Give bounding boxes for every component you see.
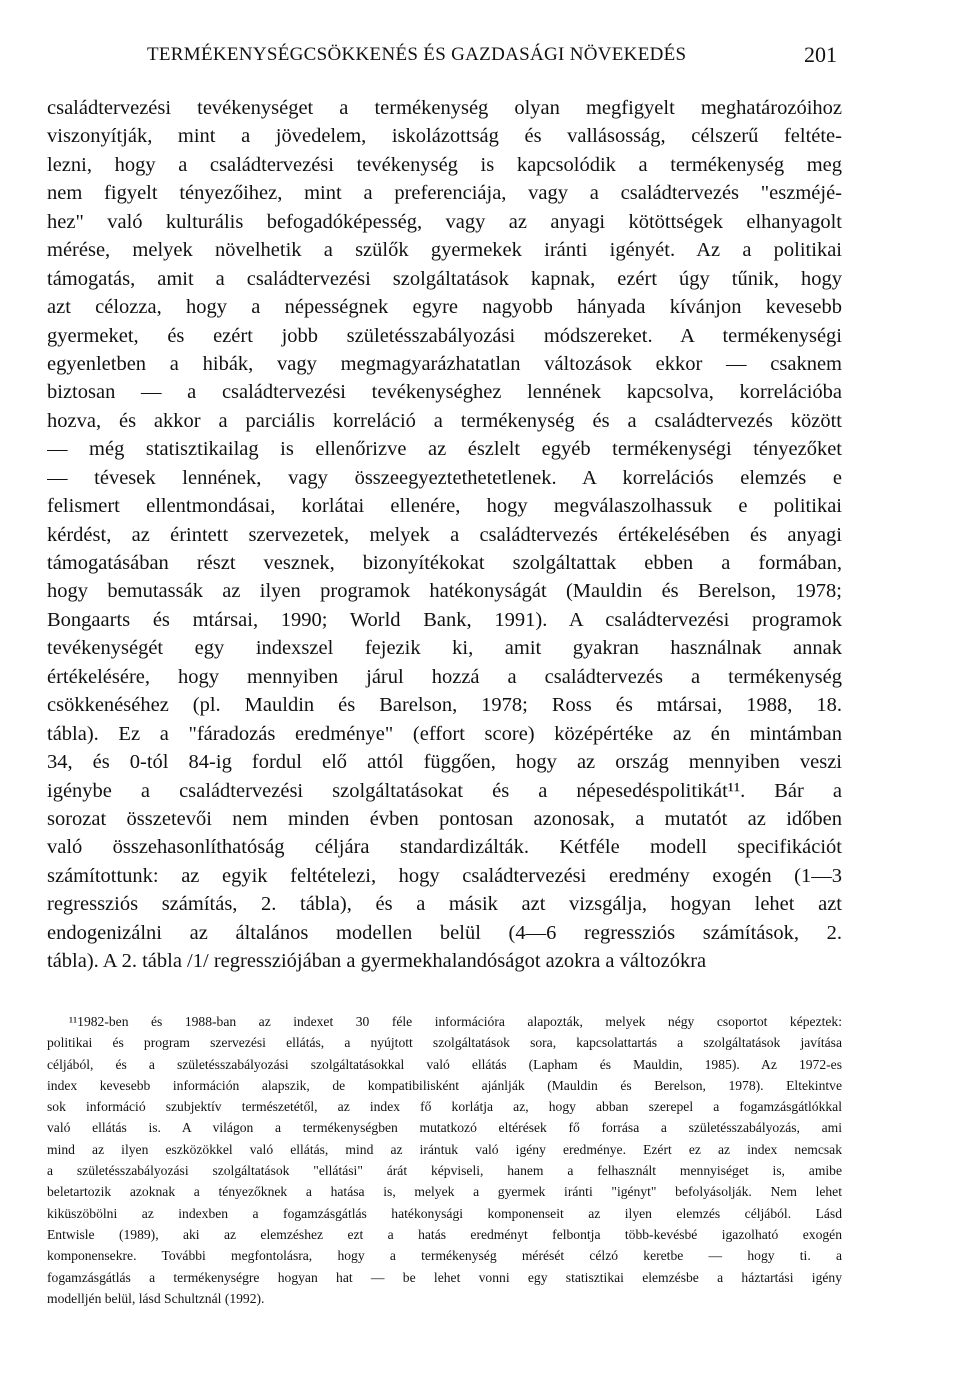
body-text-line: Bongaarts és mtársai, 1990; World Bank, 1991). A családtervezési programok — [47, 608, 842, 631]
footnote-line: mind az ilyen eszközökkel való ellátás, mind az irántuk való igény eredménye. Ezért ez az index nemcsak — [47, 1141, 842, 1157]
page-header — [147, 44, 837, 76]
body-text-line: kérdést, az érintett szervezetek, melyek a családtervezés értékelésében és anyagi — [47, 523, 842, 546]
body-text-line: nem figyelt tényezőihez, mint a preferenciája, vagy a családtervezés "eszméjé- — [47, 182, 842, 205]
footnote-line: való ellátás is. A világon a termékenységben mutatkozó eltérések fő forrása a születésszabályozás, ami — [47, 1120, 842, 1136]
body-text-line: azt célozza, hogy a népességnek egyre nagyobb hányada kívánjon kevesebb — [47, 296, 842, 319]
body-text-line: 34, és 0-tól 84-ig fordul elő attól függően, hogy az ország mennyiben veszi — [47, 751, 842, 774]
footnote-line: a születésszabályozási szolgáltatások "ellátási" árát képviseli, hanem a felhasznált mennyiséget is, amibe — [47, 1163, 842, 1179]
body-text-line: endogenizálni az általános modellen belül (4—6 regressziós számítások, 2. — [47, 921, 842, 944]
footnote-line: Entwisle (1989), aki az elemzéshez ezt a hatás eredményt felbontja több-kevésbé igazolható exogén — [47, 1226, 842, 1242]
body-text-line: hozva, és akkor a parciális korreláció a termékenység és a családtervezés között — [47, 409, 842, 432]
footnote-line: céljából, és a születésszabályozási szolgáltatásokkal való ellátás (Lapham és Mauldin, 1985). Az 1972-es — [47, 1056, 842, 1072]
page-number: 201 — [804, 42, 837, 67]
footnote-line: politikai és program szervezési ellátás, a nyújtott szolgáltatások sora, kapcsolattartás a szolgáltatások javítása — [47, 1035, 842, 1051]
body-text-line: tevékenységét egy indexszel fejezik ki, amit gyakran használnak annak — [47, 637, 842, 660]
body-text-line: hogy bemutassák az ilyen programok hatékonyságát (Mauldin és Berelson, 1978; — [47, 580, 842, 603]
body-text-line: — tévesek lennének, vagy összeegyeztethetetlenek. A korrelációs elemzés e — [47, 466, 842, 489]
footnote-line: sok információ szubjektív természetétől, az index fő korlátja az, hogy abban szerepel a fogamzásgátlókkal — [47, 1099, 842, 1115]
body-text-line: viszonyítják, mint a jövedelem, iskolázottság és vallásosság, célszerű feltéte- — [47, 125, 842, 148]
body-text-line: egyenletben a hibák, vagy megmagyarázhatatlan változások ekkor — csaknem — [47, 352, 842, 375]
body-text-line: támogatásában részt vesznek, bizonyítékokat szolgáltattak ebben a formában, — [47, 552, 842, 574]
footnote-line: kiküszöbölni az indexben a fogamzásgátlás hatékonysági komponenseit az ilyen elemzés céljából. Lásd — [47, 1205, 842, 1221]
body-text-line: regressziós számítás, 2. tábla), és a másik azt vizsgálja, hogyan lehet azt — [47, 893, 842, 916]
running-head: TERMÉKENYSÉGCSÖKKENÉS ÉS GAZDASÁGI NÖVEKEDÉS — [147, 44, 687, 65]
body-text-line: tábla). A 2. tábla /1/ regressziójában a gyermekhalandóságot azokra a változókra — [47, 950, 707, 973]
body-text-line: gyermeket, és ezért jobb születésszabályozási módszereket. A termékenységi — [47, 324, 842, 347]
body-text — [47, 94, 842, 976]
body-text-line: számítottunk: az egyik feltételezi, hogy családtervezési eredmény exogén (1—3 — [47, 864, 842, 887]
body-text-line: igénybe a családtervezési szolgáltatásokat és a népesedéspolitikát¹¹. Bár a — [47, 779, 842, 802]
body-text-line: hez" való kulturális befogadóképesség, vagy az anyagi kötöttségek elhanyagolt — [47, 210, 842, 233]
body-text-line: való összehasonlíthatóság céljára standardizálták. Kétféle modell specifikációt — [47, 836, 842, 859]
footnote-line: modelljén belül, lásd Schultznál (1992). — [47, 1290, 265, 1306]
body-text-line: — még statisztikailag is ellenőrizve az észlelt egyéb termékenységi tényezőket — [47, 438, 842, 461]
footnote-line: index kevesebb információn alapszik, de kompatibilisként ajánlják (Mauldin és Berelson, 1978). Eltekintve — [47, 1077, 842, 1093]
body-text-line: felismert ellentmondásai, korlátai ellenére, hogy megválaszolhassuk e politikai — [47, 495, 842, 518]
body-text-line: mérése, melyek növelhetik a szülők gyermekek iránti igényét. Az a politikai — [47, 239, 842, 262]
body-text-line: támogatás, amit a családtervezési szolgáltatások kapnak, ezért úgy tűnik, hogy — [47, 267, 842, 290]
footnote-line: beletartozik azoknak a tényezőknek a hatása is, melyek a gyermek iránti "igényt" befolyásolják. Nem lehet — [47, 1184, 842, 1200]
body-text-line: csökkenéséhez (pl. Mauldin és Barelson, 1978; Ross és mtársai, 1988, 18. — [47, 694, 842, 717]
footnote-line: fogamzásgátlás a termékenységre hogyan hat — be lehet vonni egy statisztikai elemzésbe a háztartási igény — [47, 1269, 842, 1285]
body-text-line: lezni, hogy a családtervezési tevékenység is kapcsolódik a termékenység meg — [47, 153, 842, 176]
body-text-line: biztosan — a családtervezési tevékenységhez lennének kapcsolva, korrelációba — [47, 381, 842, 404]
footnote-line: komponensekre. További megfontolásra, hogy a termékenység mérését célzó keretbe — hogy ti. a — [47, 1248, 842, 1264]
footnote — [47, 1011, 842, 1309]
body-text-line: sorozat összetevői nem minden évben pontosan azonosak, a mutatót az időben — [47, 807, 842, 830]
footnote-line: ¹¹1982-ben és 1988-ban az indexet 30 féle információra alapozták, melyek négy csoportot képeztek: — [69, 1014, 842, 1029]
body-text-line: értékelésére, hogy mennyiben járul hozzá a családtervezés a termékenység — [47, 665, 842, 688]
body-text-line: családtervezési tevékenységet a termékenység olyan megfigyelt meghatározóihoz — [47, 97, 842, 119]
body-text-line: tábla). Ez a "fáradozás eredménye" (effort score) középértéke az én mintámban — [47, 722, 842, 745]
